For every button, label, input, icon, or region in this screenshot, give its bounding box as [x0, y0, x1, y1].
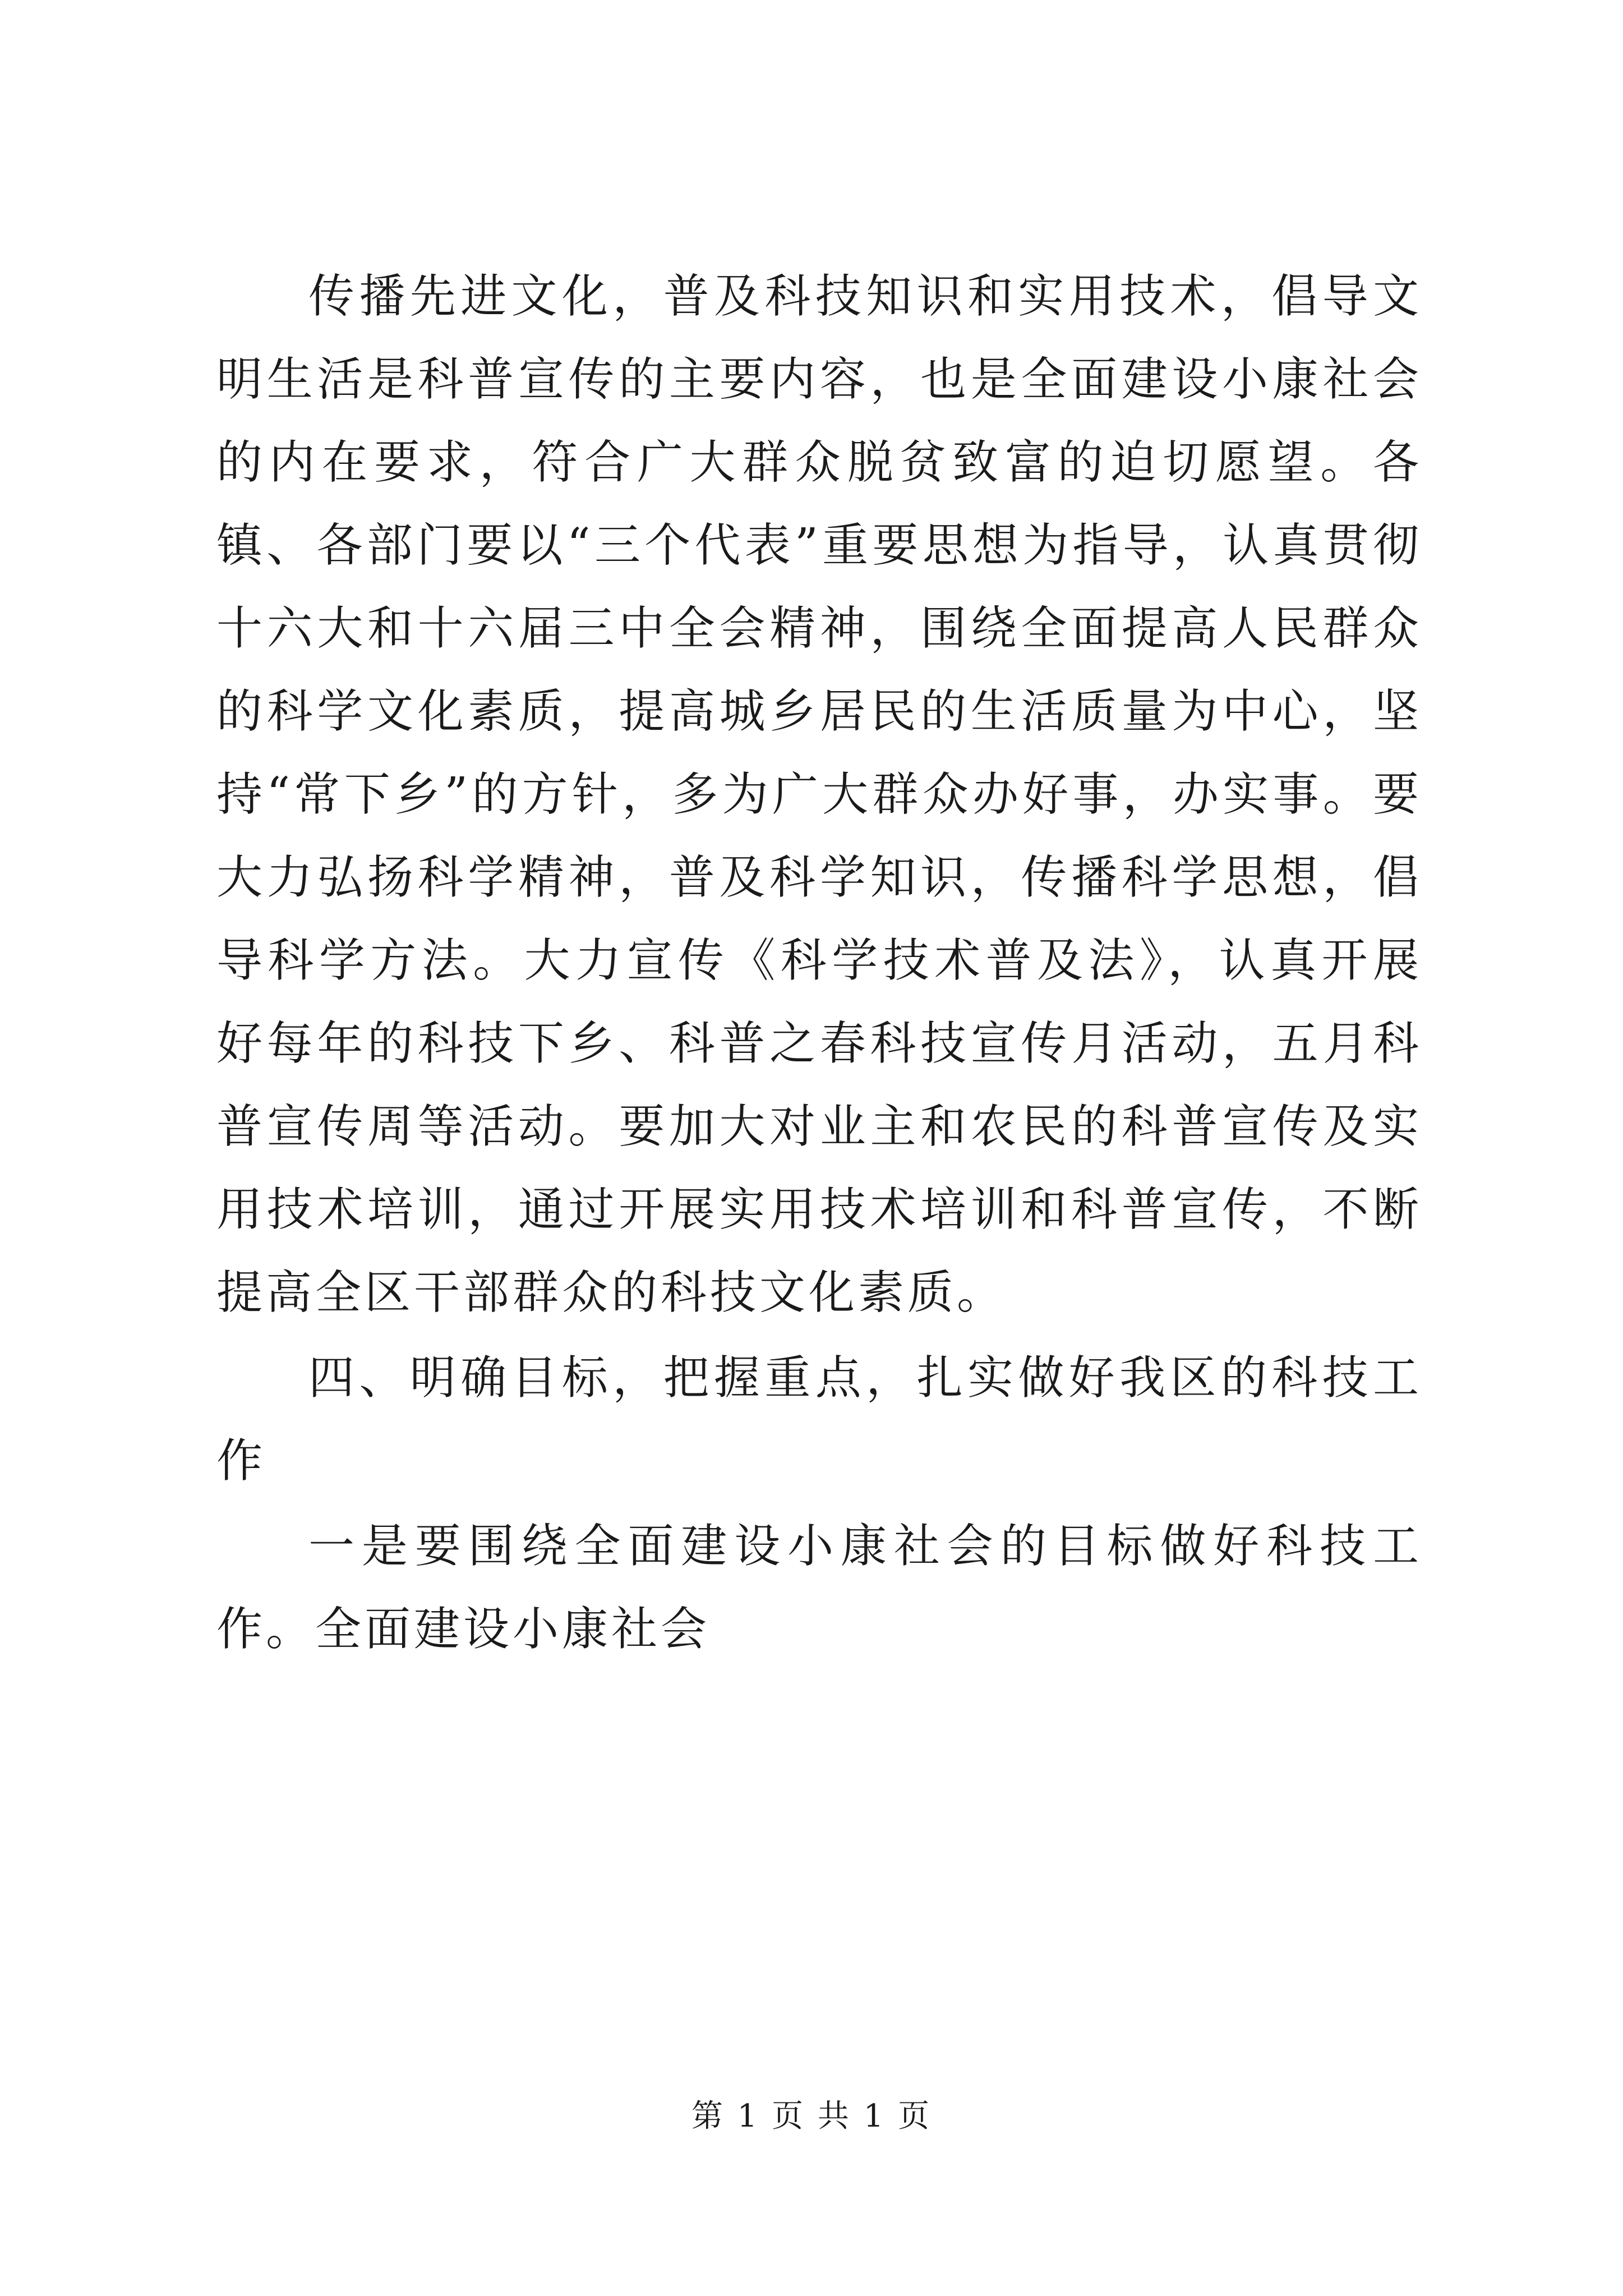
page-footer	[0, 2097, 1623, 2136]
section-heading: 四、明确目标，把握重点，扎实做好我区的科技工作	[216, 1351, 1422, 1488]
page-number: 第 1 页 共 1 页	[691, 2098, 932, 2134]
document-body	[216, 255, 1422, 1671]
body-paragraph: 一是要围绕全面建设小康社会的目标做好科技工作。全面建设小康社会	[216, 1520, 1422, 1656]
body-paragraph: 传播先进文化，普及科技知识和实用技术，倡导文明生活是科普宣传的主要内容，也是全面建设小康社会的内在要求，符合广大群众脱贫致富的迫切愿望。各镇、各部门要以“三个代表”重要思想为指导，认真贯彻十六大和十六届三中全会精神，围绕全面提高人民群众的科学文化素质，提高城乡居民的生活质量为中心，坚持“常下乡”的方针，多为广大群众办好事，办实事。要大力弘扬科学精神，普及科学知识，传播科学思想，倡导科学方法。大力宣传《科学技术普及法》，认真开展好每年的科技下乡、科普之春科技宣传月活动，五月科普宣传周等活动。要加大对业主和农民的科普宣传及实用技术培训，通过开展实用技术培训和科普宣传，不断提高全区干部群众的科技文化素质。	[216, 270, 1422, 1319]
